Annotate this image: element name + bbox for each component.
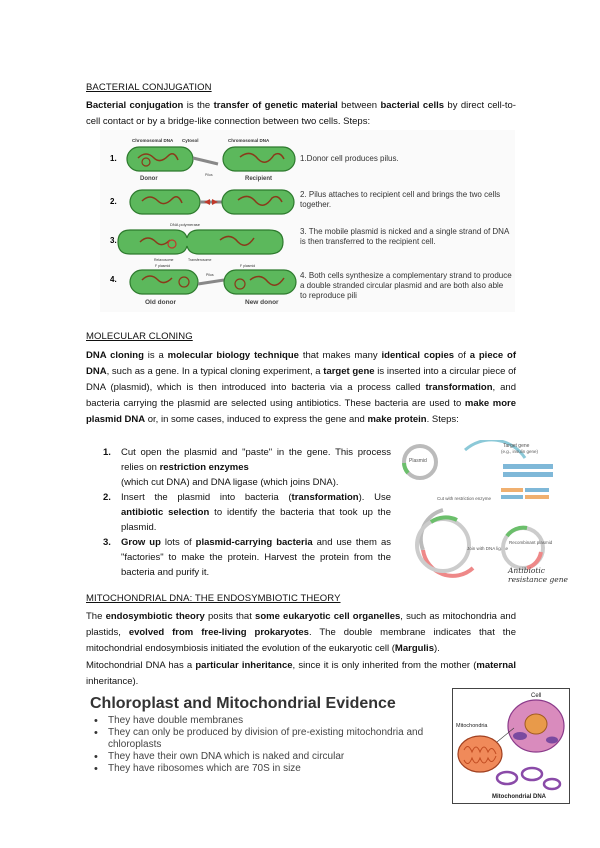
figure-step-number: 3. — [110, 236, 117, 245]
label-transferosome: Transferosome — [188, 258, 212, 262]
evidence-title: Chloroplast and Mitochondrial Evidence — [90, 695, 396, 712]
label-target-gene: Target gene — [503, 443, 530, 449]
conjugation-step-3: 3. The mobile plasmid is nicked and a single strand of DNA is then transferred to the recipient cell. — [300, 227, 509, 246]
conjugation-step-4: 4. Both cells synthesize a complementary strand to produce a double stranded circular plasmid and are both also able to reproduce pili — [300, 271, 512, 300]
conjugation-step-2: 2. Pilus attaches to recipient cell and brings the two cells together. — [300, 190, 501, 209]
label-chromosomal-dna: Chromosomal DNA — [132, 138, 174, 143]
list-item: 2. Insert the plasmid into bacteria (transformation). Use antibiotic selection to identify the bacteria that took up the plasmid. — [103, 492, 392, 533]
label-dna-polymerase: DNA polymerase — [170, 222, 201, 227]
cloning-steps-list — [103, 445, 392, 580]
label-recombinant: Recombinant plasmid — [509, 540, 553, 545]
mito-paragraph-1: The endosymbiotic theory posits that some eukaryotic cell organelles, such as mitochondria and plastids, evolved from free-living prokaryotes. The double membrane indicates that the mitochondrial endosymbiosis initiated the evolution of the eukaryotic cell (Margulis). — [86, 611, 516, 654]
figure-step-number: 4. — [110, 275, 117, 284]
label-cytosol: Cytosol — [182, 138, 199, 143]
donor-cell — [127, 147, 193, 171]
label-f-plasmid: F plasmid — [155, 264, 171, 268]
label-cell: Cell — [531, 693, 542, 699]
list-item: • They have ribosomes which are 70S in size — [92, 763, 442, 775]
list-item: • They can only be produced by division of pre-existing mitochondria and chloroplasts — [92, 727, 442, 751]
label-donor: Donor — [140, 176, 158, 182]
label-plasmid: Plasmid — [409, 458, 427, 464]
label-relaxosome: Relaxosome — [154, 258, 174, 262]
label-antibiotic-resistance: Antibiotic resistance gene — [508, 566, 568, 584]
evidence-list — [92, 715, 442, 775]
list-item: • They have double membranes — [92, 715, 442, 727]
conjugating-cells — [118, 230, 283, 254]
label-target-gene-sub: (e.g., insulin gene) — [501, 449, 539, 454]
label-join: Join with DNA ligase — [467, 546, 509, 551]
section-heading-conjugation: BACTERIAL CONJUGATION — [86, 82, 212, 93]
label-pilus: Pilus — [206, 273, 214, 277]
label-chromosomal-dna: Chromosomal DNA — [228, 138, 270, 143]
figure-step-number: 2. — [110, 197, 117, 206]
mitochondria-figure — [452, 688, 570, 804]
mitochondrion-diagram — [458, 736, 502, 772]
conjugation-step-1: 1.Donor cell produces pilus. — [300, 154, 399, 163]
figure-step-number: 1. — [110, 154, 117, 163]
label-cut: Cut with restriction enzyme — [437, 496, 492, 501]
cloning-paragraph: DNA cloning is a molecular biology technique that makes many identical copies of a piece of DNA, such as a gene. In a typical cloning experiment, a target gene is inserted into a circular piece of DNA (plasmid), which is then introduced into bacteria via a process called transformation, and bacteria carrying the plasmid are selected using antibiotics. These bacteria are used to make more plasmid DNA or, in some cases, induced to express the gene and make protein. Steps: — [86, 350, 517, 425]
conjugation-paragraph: Bacterial conjugation is the transfer of genetic material between bacterial cells by direct cell-to-cell contact or by a bridge-like connection between two cells. Steps: — [86, 100, 516, 127]
section-heading-mito: MITOCHONDRIAL DNA: THE ENDOSYMBIOTIC THEORY — [86, 593, 341, 604]
list-item: 1. Cut open the plasmid and "paste" in the gene. This process relies on restriction enzymes (which cut DNA) and DNA ligase (which joins DNA). — [103, 447, 391, 488]
label-pilus: Pilus — [205, 173, 213, 177]
label-mitochondria: Mitochondria — [456, 723, 488, 729]
mito-paragraph-2: Mitochondrial DNA has a particular inheritance, since it is only inherited from the mother (maternal inheritance). — [86, 660, 516, 687]
list-item: • They have their own DNA which is naked and circular — [92, 751, 442, 763]
section-heading-cloning: MOLECULAR CLONING — [86, 331, 193, 342]
label-f-plasmid: F plasmid — [240, 264, 256, 268]
list-item: 3. Grow up lots of plasmid-carrying bacteria and use them as "factories" to make the protein. Harvest the protein from the bacteria and purify it. — [103, 537, 391, 578]
label-recipient: Recipient — [245, 176, 273, 182]
label-old-donor: Old donor — [145, 299, 177, 306]
label-mitochondrial-dna: Mitochondrial DNA — [492, 794, 546, 800]
label-new-donor: New donor — [245, 299, 279, 306]
